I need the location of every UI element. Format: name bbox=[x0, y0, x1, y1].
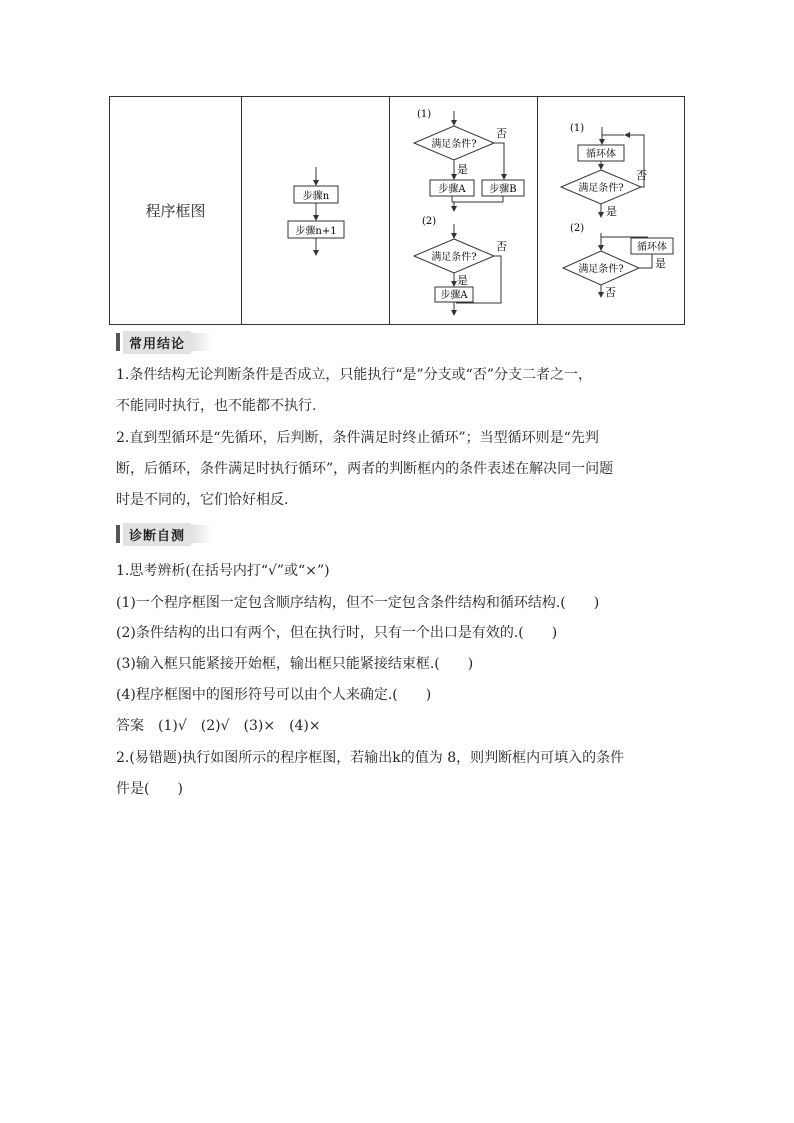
sequence-flowchart bbox=[242, 97, 389, 324]
section-header-conclusions bbox=[116, 331, 213, 353]
loop-label-1: (1) bbox=[570, 123, 585, 134]
loop-no-1: 否 bbox=[636, 169, 647, 182]
step-b-text: 步骤B bbox=[489, 184, 517, 195]
step-a-text: 步骤A bbox=[438, 184, 466, 195]
question-line: (3)输入框只能紧接开始框，输出框只能紧接结束框.( ) bbox=[116, 656, 474, 672]
paragraph-line: 2.直到型循环是“先循环，后判断，条件满足时终止循环”；当型循环则是“先判 bbox=[116, 430, 599, 446]
loop-q2: 满足条件? bbox=[578, 264, 624, 275]
section-marker bbox=[116, 525, 120, 543]
step-a2-text: 步骤A bbox=[440, 290, 468, 301]
answer-line: 答案 (1)√ (2)√ (3)× (4)× bbox=[116, 718, 321, 734]
loop-yes-1: 是 bbox=[606, 205, 617, 218]
cond-label-2: (2) bbox=[422, 216, 437, 227]
question-line: 件是( ) bbox=[116, 781, 183, 797]
step-n1-text: 步骤n+1 bbox=[295, 226, 337, 237]
loop-no-2: 否 bbox=[605, 286, 616, 299]
section-title: 诊断自测 bbox=[123, 523, 191, 546]
question-line: 1.思考辨析(在括号内打“√”或“×”) bbox=[116, 563, 330, 579]
cond-no-2: 否 bbox=[496, 240, 507, 253]
cond-q1: 满足条件? bbox=[431, 139, 477, 150]
cond-label-1: (1) bbox=[417, 109, 432, 120]
step-n-text: 步骤n bbox=[302, 191, 330, 202]
loop-label-2: (2) bbox=[570, 223, 585, 234]
conditional-flowchart bbox=[390, 97, 537, 324]
cond-yes-1: 是 bbox=[457, 163, 468, 176]
paragraph-line: 断，后循环，条件满足时执行循环”，两者的判断框内的条件表述在解决同一问题 bbox=[116, 461, 614, 477]
section-marker bbox=[116, 333, 120, 351]
cond-no-1: 否 bbox=[496, 127, 507, 140]
loop-flowchart bbox=[538, 97, 685, 324]
question-line: (4)程序框图中的图形符号可以由个人来确定.( ) bbox=[116, 687, 432, 703]
section-title-fade bbox=[191, 525, 213, 543]
question-line: 2.(易错题)执行如图所示的程序框图，若输出k的值为 8，则判断框内可填入的条件 bbox=[116, 750, 625, 766]
paragraph-line: 1.条件结构无论判断条件是否成立，只能执行“是”分支或“否”分支二者之一， bbox=[116, 367, 592, 383]
flowchart-table bbox=[109, 96, 685, 325]
section-title-fade bbox=[191, 333, 213, 351]
cond-q2: 满足条件? bbox=[431, 252, 477, 263]
paragraph-line: 不能同时执行，也不能都不执行. bbox=[116, 398, 317, 414]
section-title: 常用结论 bbox=[123, 331, 191, 354]
section-header-self-test bbox=[116, 523, 213, 545]
loop-body-text-2: 循环体 bbox=[637, 242, 667, 253]
row-label: 程序框图 bbox=[145, 202, 206, 220]
loop-yes-2: 是 bbox=[655, 257, 666, 270]
loop-body-text-1: 循环体 bbox=[586, 149, 616, 160]
paragraph-line: 时是不同的，它们恰好相反. bbox=[116, 492, 289, 508]
question-line: (2)条件结构的出口有两个，但在执行时，只有一个出口是有效的.( ) bbox=[116, 625, 558, 641]
question-line: (1)一个程序框图一定包含顺序结构，但不一定包含条件结构和循环结构.( ) bbox=[116, 595, 600, 611]
cond-yes-2: 是 bbox=[457, 274, 468, 287]
loop-q1: 满足条件? bbox=[578, 183, 624, 194]
